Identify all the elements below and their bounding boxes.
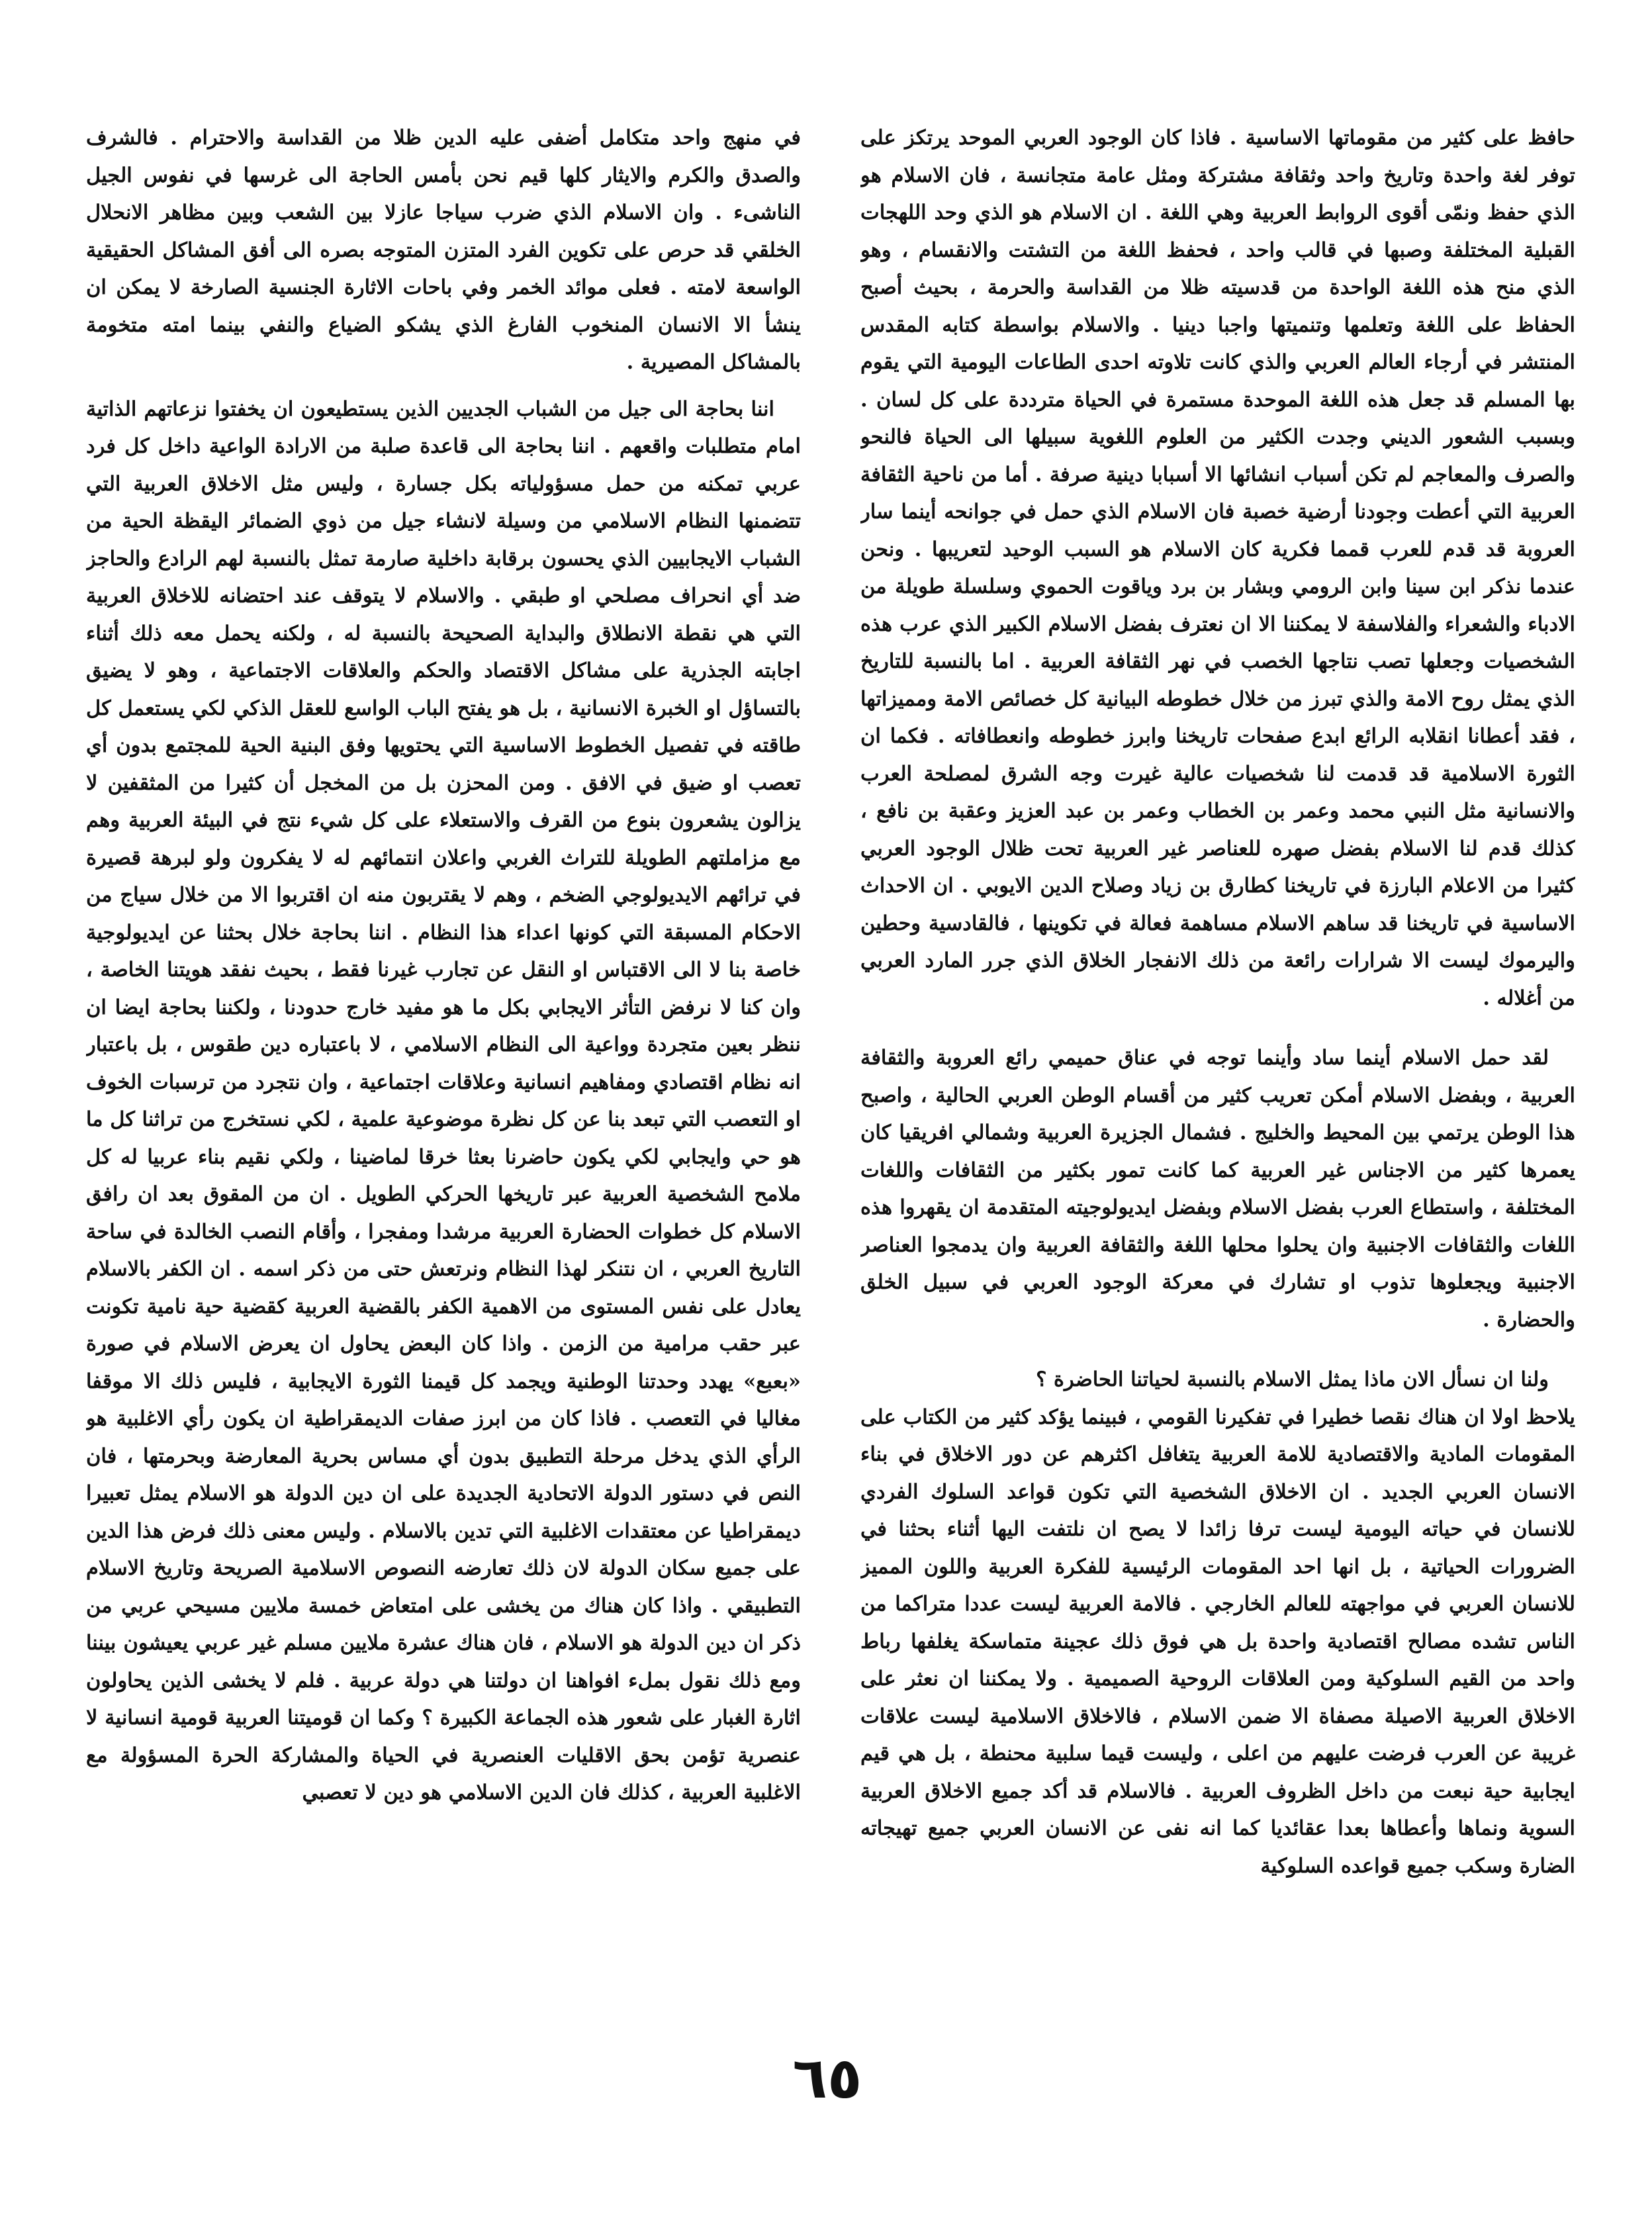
paragraph: لقد حمل الاسلام أينما ساد وأينما توجه في عناق حميمي رائع العروبة والثقافة العربية ، وبفضل الاسلام أمكن تعريب كثير من أقسام الوطن العربي الحالية ، واصبح هذا الوطن يرتمي بين المحيط والخليج . فشمال الجزيرة العربية وشمالي افريقيا كان يعمرها كثير من الاجناس غير العربية كما كانت تمور بكثير من الثقافات واللغات المختلفة ، واستطاع العرب بفضل الاسلام وبفضل ايديولوجيته المتقدمة ان يقهروا هذه اللغات والثقافات الاجنبية وان يحلوا محلها اللغة والثقافة العربية وان يدمجوا العناصر الاجنبية ويجعلوها تذوب او تشارك في معركة الوجود العربي في سبيل الخلق والحضارة . bbox=[860, 1046, 1575, 1332]
paragraph: يلاحظ اولا ان هناك نقصا خطيرا في تفكيرنا القومي ، فبينما يؤكد كثير من الكتاب على المقومات المادية والاقتصادية للامة العربية يتغافل اكثرهم عن دور الاخلاق في بناء الانسان العربي الجديد . ان الاخلاق الشخصية التي تكون قواعد السلوك الفردي للانسان في حياته اليومية ليست ترفا زائدا لا يصح ان نلتفت اليها أثناء بحثنا في الضرورات الحياتية ، بل انها احد المقومات الرئيسية للفكرة العربية واللون المميز للانسان العربي في مواجهته للعالم الخارجي . فالامة العربية ليست عددا متراكما من الناس تشده مصالح اقتصادية واحدة بل هي فوق ذلك عجينة متماسكة يغلفها رباط واحد من القيم السلوكية ومن العلاقات الروحية الصميمية . ولا يمكننا ان نعثر على الاخلاق العربية الاصيلة مصفاة الا ضمن الاسلام ، فالاخلاق الاسلامية ليست علاقات غريبة عن العرب فرضت عليهم من اعلى ، وليست قيما سلبية محنطة ، بل هي قيم ايجابية حية نبعت من داخل الظروف العربية . فالاسلام قد أكد جميع الاخلاق العربية السوية ونماها وأعطاها بعدا عقائديا كما انه نفى عن الانسان العربي جميع تهيجاته الضارة وسكب جميع قواعده السلوكية bbox=[860, 1405, 1575, 1878]
paragraph: حافظ على كثير من مقوماتها الاساسية . فاذا كان الوجود العربي الموحد يرتكز على توفر لغة واحدة وتاريخ واحد وثقافة مشتركة ومثل عامة متجانسة ، فان الاسلام هو الذي حفظ ونمّى أقوى الروابط العربية وهي اللغة . ان الاسلام هو الذي وحد اللهجات القبلية المختلفة وصبها في قالب واحد ، فحفظ اللغة من التشتت والانقسام ، وهو الذي منح هذه اللغة الواحدة من قدسيته ظلا من القداسة والحرمة ، بحيث أصبح الحفاظ على اللغة وتعلمها وتنميتها واجبا دينيا . والاسلام بواسطة كتابه المقدس المنتشر في أرجاء العالم العربي والذي كانت تلاوته احدى الطاعات اليومية التي يقوم بها المسلم قد جعل هذه اللغة الموحدة مستمرة في الحياة مترددة على كل لسان . وبسبب الشعور الديني وجدت الكثير من العلوم اللغوية سبيلها الى الحياة فالنحو والصرف والمعاجم لم تكن أسباب انشائها الا أسبابا دينية صرفة . أما من ناحية الثقافة العربية التي أعطت وجودنا أرضية خصبة فان الاسلام الذي حمل في جوانحه أينما سار العروبة قد قدم للعرب قمما فكرية كان الاسلام هو السبب الوحيد لتعريبها . ونحن عندما نذكر ابن سينا وابن الرومي وبشار بن برد وياقوت الحموي وسلسلة طويلة من الادباء والشعراء والفلاسفة لا يمكننا الا ان نعترف بفضل الاسلام الكبير الذي عرب هذه الشخصيات وجعلها تصب نتاجها الخصب في نهر الثقافة العربية . اما بالنسبة للتاريخ الذي يمثل روح الامة والذي تبرز من خلال خطوطه البيانية كل خصائص الامة ومميزاتها ، فقد أعطانا انقلابه الرائع ابدع صفحات تاريخنا وابرز خطوطه وانعطافاته . فكما ان الثورة الاسلامية قد قدمت لنا شخصيات عالية غيرت وجه الشرق لمصلحة العرب والانسانية مثل النبي محمد وعمر بن الخطاب وعمر بن عبد العزيز وعقبة بن نافع ، كذلك قدم لنا الاسلام بفضل صهره للعناصر غير العربية تحت ظلال الوجود العربي كثيرا من الاعلام البارزة في تاريخنا كطارق بن زياد وصلاح الدين الايوبي . ان الاحداث الاساسية في تاريخنا قد ساهم الاسلام مساهمة فعالة في تكوينها ، فالقادسية وحطين واليرموك ليست الا شرارات رائعة من ذلك الانفجار الخلاق الذي جرر المارد العربي من أغلاله . bbox=[860, 126, 1575, 1010]
paragraph: ولنا ان نسأل الان ماذا يمثل الاسلام بالنسبة لحياتنا الحاضرة ؟ bbox=[1036, 1367, 1549, 1391]
paragraph-gap bbox=[86, 381, 801, 391]
paragraph-gap bbox=[860, 1017, 1575, 1039]
left-text-column bbox=[86, 119, 801, 2025]
paragraph-gap bbox=[860, 1338, 1575, 1361]
paragraph: اننا بحاجة الى جيل من الشباب الجديين الذين يستطيعون ان يخفتوا نزعاتهم الذاتية امام متطلبات واقعهم . اننا بحاجة الى قاعدة صلبة من الارادة الواعية داخل كل فرد عربي تمكنه من حمل مسؤولياته بكل جسارة ، وليس مثل الاخلاق العربية التي تتضمنها النظام الاسلامي من وسيلة لانشاء جيل من ذوي الضمائر اليقظة الحية من الشباب الايجابيين الذي يحسون برقابة داخلية صارمة تمثل بالنسبة لهم الرادع والحاجز ضد أي انحراف مصلحي او طبقي . والاسلام لا يتوقف عند احتضانه للاخلاق العربية التي هي نقطة الانطلاق والبداية الصحيحة بالنسبة له ، ولكنه يحمل معه ذلك أثناء اجابته الجذرية على مشاكل الاقتصاد والحكم والعلاقات الاجتماعية ، وهو لا يضيق بالتساؤل او الخبرة الانسانية ، بل هو يفتح الباب الواسع للعقل الذكي لكي يستعمل كل طاقته في تفصيل الخطوط الاساسية التي يحتويها وفق البنية الحية للمجتمع بدون أي تعصب او ضيق في الافق . ومن المحزن بل من المخجل أن كثيرا من المثقفين لا يزالون يشعرون بنوع من القرف والاستعلاء على كل شيء نتج في البيئة العربية وهم مع مزاملتهم الطويلة للتراث الغربي واعلان انتمائهم له لا يفكرون ولو لبرهة قصيرة في ترائهم الايديولوجي الضخم ، وهم لا يقتربون منه ان اقتربوا الا من خلال سياج من الاحكام المسبقة التي كونها اعداء هذا النظام . اننا بحاجة خلال بحثنا عن ايديولوجية خاصة بنا لا الى الاقتباس او النقل عن تجارب غيرنا فقط ، بحيث نفقد هويتنا الخاصة ، وان كنا لا نرفض التأثر الايجابي بكل ما هو مفيد خارج حدودنا ، ولكننا بحاجة ايضا ان ننظر بعين متجردة وواعية الى النظام الاسلامي ، لا باعتباره دين طقوس ، بل باعتبار انه نظام اقتصادي ومفاهيم انسانية وعلاقات اجتماعية ، وان نتجرد من ترسبات الخوف او التعصب التي تبعد بنا عن كل نظرة موضوعية علمية ، لكي نستخرج من تراثنا كل ما هو حي وايجابي لكي يكون حاضرنا بعثا خرقا لماضينا ، ولكي نقيم بناء عربيا له كل ملامح الشخصية العربية عبر تاريخها الحركي الطويل . ان من المقوق بعد ان رافق الاسلام كل خطوات الحضارة العربية مرشدا ومفجرا ، وأقام النصب الخالدة في ساحة التاريخ العربي ، ان نتنكر لهذا النظام ونرتعش حتى من ذكر اسمه . ان الكفر بالاسلام يعادل على نفس المستوى من الاهمية الكفر بالقضية العربية كقضية حية نامية تكونت عبر حقب مرامية من الزمن . واذا كان البعض يحاول ان يعرض الاسلام في صورة «بعبع» يهدد وحدتنا الوطنية ويجمد كل قيمنا الثورة الايجابية ، فليس ذلك الا موقفا مغاليا في التعصب . فاذا كان من ابرز صفات الديمقراطية ان يكون رأي الاغلبية هو الرأي الذي يدخل مرحلة التطبيق بدون أي مساس بحرية المعارضة وبحرمتها ، فان النص في دستور الدولة الاتحادية الجديدة على ان دين الدولة هو الاسلام يمثل تعبيرا ديمقراطيا عن معتقدات الاغلبية التي تدين بالاسلام . وليس معنى ذلك فرض هذا الدين على جميع سكان الدولة لان ذلك تعارضه النصوص الاسلامية الصريحة وتاريخ الاسلام التطبيقي . واذا كان هناك من يخشى على امتعاض خمسة ملايين مسيحي عربي من ذكر ان دين الدولة هو الاسلام ، فان هناك عشرة ملايين مسلم غير عربي يعيشون بيننا ومع ذلك نقول بملء افواهنا ان دولتنا هي دولة عربية . فلم لا يخشى الذين يحاولون اثارة الغبار على شعور هذه الجماعة الكبيرة ؟ وكما ان قوميتنا العربية قومية انسانية لا عنصرية تؤمن بحق الاقليات العنصرية في الحياة والمشاركة الحرة المسؤولة مع الاغلبية العربية ، كذلك فان الدين الاسلامي هو دين لا تعصبي bbox=[86, 396, 801, 1804]
page-number: ٦٥ bbox=[792, 2045, 862, 2111]
paragraph: في منهج واحد متكامل أضفى عليه الدين ظلا من القداسة والاحترام . فالشرف والصدق والكرم والايثار كلها قيم نحن بأمس الحاجة الى غرسها في نفوس الجيل الناشىء . وان الاسلام الذي ضرب سياجا عازلا بين الشعب وبين مظاهر الانحلال الخلقي قد حرص على تكوين الفرد المتزن المتوجه بصره الى أفق المشاكل الحقيقية الواسعة لامته . فعلى موائد الخمر وفي باحات الاثارة الجنسية الصارخة لا يمكن ان ينشأ الا الانسان المنخوب الفارغ الذي يشكو الضياع والنفي بينما امته متخومة بالمشاكل المصيرية . bbox=[86, 126, 801, 374]
right-text-column bbox=[860, 119, 1575, 2025]
